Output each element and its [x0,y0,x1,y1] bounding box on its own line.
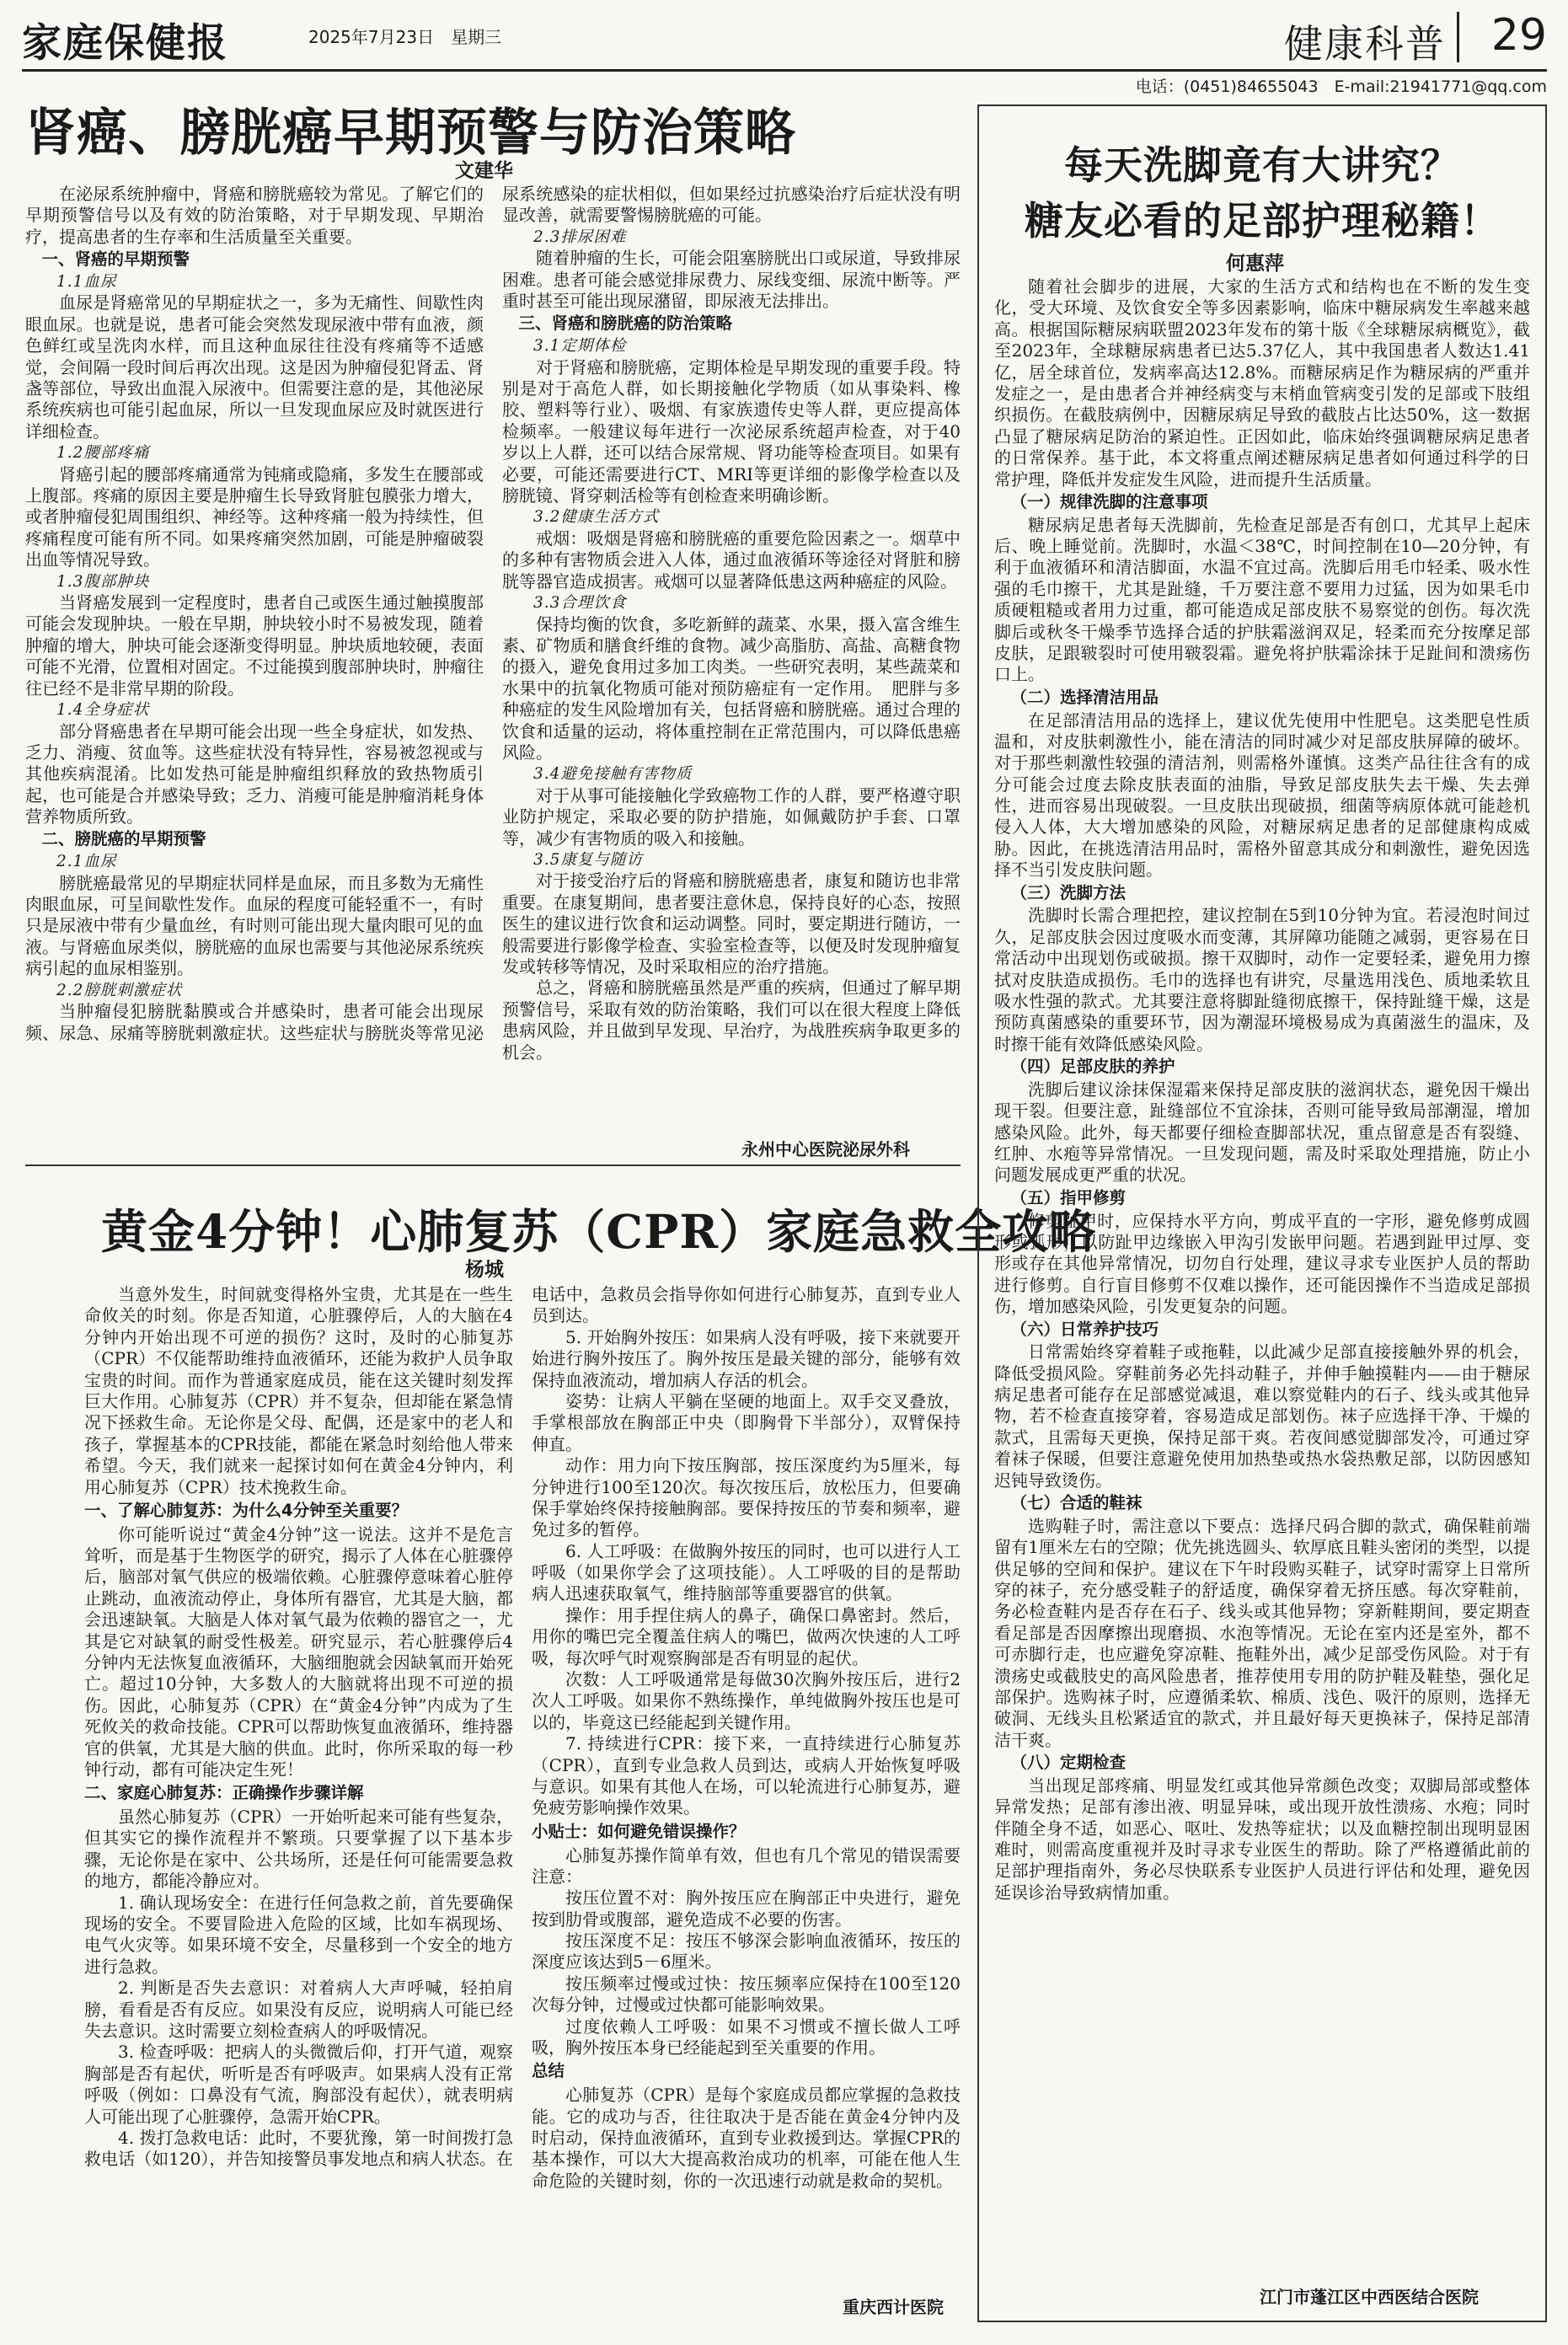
section-heading: （一）规律洗脚的注意事项 [1010,491,1208,511]
paragraph: 随着肿瘤的生长，可能会阻塞膀胱出口或尿道，导致排尿困难。患者可能会感觉排尿费力、尿线变细、尿流中断等。严重时甚至可能出现尿潴留，即尿液无法排出。 [502,248,961,312]
section-heading: 三、肾癌和膀胱癌的防治策略 [518,313,733,334]
paragraph: 你可能听说过“黄金4分钟”这一说法。这并不是危言耸听，而是基于生物医学的研究，揭示了人体在心脏骤停后，脑部对氧气供应的极端依赖。心脏骤停意味着心脏停止跳动，血液流动停止，身体所有器官，尤其是大脑，都会迅速缺氧。大脑是人体对氧气最为依赖的器官之一，尤其是它对缺氧的耐受性极差。研究显示，若心脏骤停后4分钟内无法恢复血液循环，大脑细胞就会因缺氧而开始死亡。超过10分钟，大多数人的大脑就将出现不可逆的损伤。因此，心肺复苏（CPR）在“黄金4分钟”内成为了生死攸关的救命技能。CPR可以帮助恢复血液循环，维持器官的供氧，尤其是大脑的供血。此时，你所采取的每一秒钟行动，都有可能决定生死！ [84,1523,513,1780]
article3-body [994,276,1530,2257]
article1-institution: 永州中心医院泌尿外科 [741,1139,910,1159]
section-heading: （五）指甲修剪 [1010,1187,1126,1207]
paragraph: 动作：用力向下按压胸部，按压深度约为5厘米，每分钟进行100至120次。每次按压后，放松压力，但要确保手掌始终保持接触胸部。要保持按压的节奏和频率，避免过多的暂停。 [532,1455,961,1540]
article2-author: 杨城 [465,1259,504,1281]
article1-author: 文建华 [455,160,513,182]
subsection-heading: 1.2腰部疼痛 [56,444,150,463]
paragraph: 姿势：让病人平躺在坚硬的地面上。双手交叉叠放，手掌根部放在胸部正中央（即胸骨下半部分），双臂保持伸直。 [532,1390,961,1454]
paragraph: 5. 开始胸外按压：如果病人没有呼吸，接下来就要开始进行胸外按压了。胸外按压是最关键的部分，能够有效保持血液流动，增加病人存活的机会。 [532,1326,961,1390]
paragraph: 血尿是肾癌常见的早期症状之一，多为无痛性、间歇性肉眼血尿。也就是说，患者可能会突然发现尿液中带有血液，颜色鲜红或呈洗肉水样，而且这种血尿往往没有疼痛等不适感觉，会间隔一段时间后再次出现。这是因为肿瘤侵犯肾盂、肾盏等部位，导致出血混入尿液中。但需要注意的是，其他泌尿系统疾病也可能引起血尿，所以一旦发现血尿应及时就医进行详细检查。 [25,292,484,442]
page-number: 29 [1490,10,1547,61]
section-heading: 一、了解心肺复苏：为什么4分钟至关重要？ [84,1500,409,1520]
subsection-heading: 3.4避免接触有害物质 [533,765,693,784]
subsection-heading: 3.3合理饮食 [533,594,627,613]
article1-body [25,184,961,1132]
section-heading: （三）洗脚方法 [1010,882,1126,902]
paragraph: 肾癌引起的腰部疼痛通常为钝痛或隐痛，多发生在腰部或上腹部。疼痛的原因主要是肿瘤生长导致肾脏包膜张力增大，或者肿瘤侵犯周围组织、神经等。这种疼痛一般为持续性，但疼痛程度可能有所不同。如果疼痛突然加剧，可能是肿瘤破裂出血等情况导致。 [25,463,484,570]
subsection-heading: 1.3腹部肿块 [56,572,150,591]
paragraph: 当肿瘤侵犯膀胱黏膜或合并感染时，患者可能会出现尿频、尿急、尿痛等膀胱刺激症状。这些症状与膀胱炎等常见泌尿系统感染的症状相似，但如果经过抗感染治疗后症状没有明显改善，就需要警惕膀胱癌的可能。 [25,184,961,1043]
article2-body [84,1284,961,2283]
paragraph: 6. 人工呼吸：在做胸外按压的同时，也可以进行人工呼吸（如果你学会了这项技能）。人工呼吸的目的是帮助病人迅速获取氧气，维持脑部等重要器官的供氧。 [532,1540,961,1604]
section-heading: （六）日常养护技巧 [1010,1319,1159,1339]
paragraph: 在泌尿系统肿瘤中，肾癌和膀胱癌较为常见。了解它们的早期预警信号以及有效的防治策略，对于早期发现、早期治疗，提高患者的生存率和生活质量至关重要。 [25,184,484,247]
article2-title: 黄金4分钟！心肺复苏（CPR）家庭急救全攻略 [101,1204,1097,1259]
section-heading: 总结 [532,2061,565,2081]
paragraph: 4. 拨打急救电话：此时，不要犹豫，第一时间拨打急救电话（如120），并告知接警员事发地点和病人状态。在电话中，急救员会指导你如何进行心肺复苏，直到专业人员到达。 [84,1284,961,2170]
subsection-heading: 3.1定期体检 [533,337,627,356]
paragraph: 在足部清洁用品的选择上，建议优先使用中性肥皂。这类肥皂性质温和，对皮肤刺激性小，能在清洁的同时减少对足部皮肤屏障的破坏。对于那些刺激性较强的清洁剂，则需格外谨慎。这类产品往往含有的成分可能会过度去除皮肤表面的油脂，导致足部皮肤失去干燥、失去弹性，进而容易出现破裂。一旦皮肤出现破损，细菌等病原体就可能趁机侵入人体，大大增加感染的风险，对糖尿病足患者的足部健康构成威胁。因此，在挑选清洁用品时，需格外留意其成分和刺激性，避免因选择不当引发皮肤问题。 [994,709,1530,881]
paragraph: 按压位置不对：胸外按压应在胸部正中央进行，避免按到肋骨或腹部，避免造成不必要的伤害。 [532,1887,961,1930]
paragraph: 当肾癌发展到一定程度时，患者自己或医生通过触摸腹部可能会发现肿块。一般在早期，肿块较小时不易被发现，随着肿瘤的增大，肿块可能会逐渐变得明显。肿块质地较硬，表面可能不光滑，位置相对固定。不过能摸到腹部肿块时，肿瘤往往已经不是非常早期的阶段。 [25,592,484,699]
article3-author: 何惠萍 [1226,253,1284,275]
paragraph: 对于从事可能接触化学致癌物工作的人群，要严格遵守职业防护规定，采取必要的防护措施，如佩戴防护手套、口罩等，减少有害物质的吸入和接触。 [502,784,961,849]
section-heading: （二）选择清洁用品 [1010,687,1159,707]
paragraph: 1. 确认现场安全：在进行任何急救之前，首先要确保现场的安全。不要冒险进入危险的区域，比如车祸现场、电气火灾等。如果环境不安全，尽量移到一个安全的地方进行急救。 [84,1892,513,1977]
section-heading: （八）定期检查 [1010,1753,1126,1773]
section-heading: 一、肾癌的早期预警 [41,249,190,270]
paragraph: 当意外发生，时间就变得格外宝贵，尤其是在一些生命攸关的时刻。你是否知道，心脏骤停后，人的大脑在4分钟内开始出现不可逆的损伤？这时，及时的心肺复苏（CPR）不仅能帮助维持血液循环，还能为救护人员争取宝贵的时间。而作为普通家庭成员，能在这关键时刻发挥巨大作用。心肺复苏（CPR）并不复杂，但却能在紧急情况下拯救生命。无论你是父母、配偶，还是家中的老人和孩子，掌握基本的CPR技能，都能在紧急时刻给他人带来希望。今天，我们就来一起探讨如何在黄金4分钟内，利用心肺复苏（CPR）技术挽救生命。 [84,1284,513,1497]
article-separator [25,1164,961,1166]
newspaper-name: 家庭保健报 [22,20,228,67]
contact-info: 电话：(0451)84655043 E-mail:21941771@qq.com [1135,78,1547,96]
paragraph: 心肺复苏（CPR）是每个家庭成员都应掌握的急救技能。它的成功与否，往往取决于是否能在黄金4分钟内及时启动，保持血液循环，直到专业救援到达。掌握CPR的基本操作，可以大大提高救治成功的机率，可能在他人生命危险的关键时刻，你的一次迅速行动就是救命的契机。 [532,2085,961,2191]
paragraph: 2. 判断是否失去意识：对着病人大声呼喊，轻拍肩膀，看看是否有反应。如果没有反应，说明病人可能已经失去意识。这时需要立刻检查病人的呼吸情况。 [84,1978,513,2041]
section-heading: 二、膀胱癌的早期预警 [41,829,206,849]
subsection-heading: 2.3排尿困难 [533,228,627,246]
paragraph: 洗脚后建议涂抹保湿霜来保持足部皮肤的滋润状态，避免因干燥出现干裂。但要注意，趾缝部位不宜涂抹，否则可能导致局部潮湿，增加感染风险。此外，每天都要仔细检查脚部状况，重点留意是否有裂缝、红肿、水疱等异常情况。一旦发现问题，需及时采取处理措施，防止小问题发展成更严重的状况。 [994,1079,1530,1186]
paragraph: 部分肾癌患者在早期可能会出现一些全身症状，如发热、乏力、消瘦、贫血等。这些症状没有特异性，容易被忽视或与其他疾病混淆。比如发热可能是肿瘤组织释放的致热物质引起，也可能是合并感染导致；乏力、消瘦可能是肿瘤消耗身体营养物质所致。 [25,720,484,827]
paragraph: 3. 检查呼吸：把病人的头微微后仰，打开气道，观察胸部是否有起伏，听听是否有呼吸声。如果病人没有正常呼吸（例如：口鼻没有气流，胸部没有起伏），就表明病人可能出现了心脏骤停，急需开始CPR。 [84,2042,513,2127]
paragraph: 日常需始终穿着鞋子或拖鞋，以此减少足部直接接触外界的机会，降低受损风险。穿鞋前务必先抖动鞋子，并伸手触摸鞋内——由于糖尿病足患者可能存在足部感觉减退，难以察觉鞋内的石子、线头或其他异物，若不检查直接穿着，容易造成足部划伤。袜子应选择干净、干燥的款式，且需每天更换，保持足部干爽。若夜间感觉脚部发冷，可通过穿着袜子保暖，但要注意避免使用加热垫或热水袋热敷足部，以防因感知迟钝导致烫伤。 [994,1341,1530,1491]
subsection-heading: 3.5康复与随访 [533,850,643,869]
paragraph: 对于接受治疗后的肾癌和膀胱癌患者，康复和随访也非常重要。在康复期间，患者要注意休息，保持良好的心态，按照医生的建议进行饮食和运动调整。同时，要定期进行随访，一般需要进行影像学检查、实验室检查等，以便及时发现肿瘤复发或转移等情况，及时采取相应的治疗措施。 [502,870,961,977]
article1-title: 肾癌、膀胱癌早期预警与防治策略 [25,104,796,163]
section-heading: 小贴士：如何避免错误操作？ [532,1821,746,1841]
header-rule [22,69,1547,72]
paragraph: 心肺复苏操作简单有效，但也有几个常见的错误需要注意： [532,1844,961,1887]
paragraph: 按压深度不足：按压不够深会影响血液循环，按压的深度应该达到5－6厘米。 [532,1930,961,1973]
section-heading: （七）合适的鞋袜 [1010,1493,1143,1513]
paragraph: 7. 持续进行CPR：接下来，一直持续进行心肺复苏（CPR），直到专业急救人员到达，或病人开始恢复呼吸与意识。如果有其他人在场，可以轮流进行心肺复苏，避免疲劳影响操作效果。 [532,1733,961,1818]
article3-title-line2: 糖友必看的足部护理秘籍！ [1025,198,1500,244]
subsection-heading: 2.2膀胱刺激症状 [56,981,183,999]
subsection-heading: 1.1血尿 [56,272,117,291]
paragraph: 随着社会脚步的进展，大家的生活方式和结构也在不断的发生变化，受大环境、及饮食安全等多因素影响，临床中糖尿病发生率越来越高。根据国际糖尿病联盟2023年发布的第十版《全球糖尿病概览》，截至2023年，全球糖尿病患者已达5.37亿人，其中我国患者人数达1.41亿，居全球首位，发病率高达12.8%。而糖尿病足作为糖尿病的严重并发症之一，是由患者合并神经病变与末梢血管病变引发的足部或下肢组织损伤。在截肢病例中，因糖尿病足导致的截肢占比达50%，这一数据凸显了糖尿病足防治的紧迫性。正因如此，临床始终强调糖尿病足患者的日常保养。基于此，本文将重点阐述糖尿病足患者如何通过科学的日常护理，降低并发症发生风险，进而提升生活质量。 [994,276,1530,490]
paragraph: 总之，肾癌和膀胱癌虽然是严重的疾病，但通过了解早期预警信号，采取有效的防治策略，我们可以在很大程度上降低患病风险，并且做到早发现、早治疗，为战胜疾病争取更多的机会。 [502,977,961,1063]
section-title: 健康科普 [1284,21,1446,67]
article2-institution: 重庆西计医院 [843,2297,944,2317]
paragraph: 保持均衡的饮食，多吃新鲜的蔬菜、水果，摄入富含维生素、矿物质和膳食纤维的食物。减少高脂肪、高盐、高糖食物的摄入，避免食用过多加工肉类。一些研究表明，某些蔬菜和水果中的抗氧化物质可能对预防癌症有一定作用。 肥胖与多种癌症的发生风险增加有关，包括肾癌和膀胱癌。通过合理的饮食和适量的运动，将体重控制在正常范围内，可以降低患癌风险。 [502,613,961,763]
paragraph: 操作：用手捏住病人的鼻子，确保口鼻密封。然后，用你的嘴巴完全覆盖住病人的嘴巴，做两次快速的人工呼吸，每次呼气时观察胸部是否有明显的起伏。 [532,1604,961,1668]
paragraph: 糖尿病足患者每天洗脚前，先检查足部是否有创口，尤其早上起床后、晚上睡觉前。洗脚时，水温＜38℃，时间控制在10—20分钟，有利于血液循环和清洁脚面，水温不宜过高。洗脚后用毛巾轻柔、吸水性强的毛巾擦干，尤其是趾缝，千万要注意不要用力过猛，因为如果毛巾质硬粗糙或者用力过重，都可能造成足部皮肤不易察觉的创伤。每次洗脚后或秋冬干燥季节选择合适的护肤霜滋润双足，轻柔而充分按摩足部皮肤，足跟皲裂时可使用皲裂霜。避免将护肤霜涂抹于足趾间和溃疡伤口上。 [994,514,1530,685]
paragraph: 修剪趾甲时，应保持水平方向，剪成平直的一字形，避免修剪成圆形或弧形，以防趾甲边缘嵌入甲沟引发嵌甲问题。若遇到趾甲过厚、变形或存在其他异常情况，切勿自行处理，建议寻求专业医护人员的帮助进行修剪。自行盲目修剪不仅难以操作，还可能因操作不当造成足部损伤，增加感染风险，引发更复杂的问题。 [994,1210,1530,1317]
subsection-heading: 3.2健康生活方式 [533,508,660,527]
paragraph: 过度依赖人工呼吸：如果不习惯或不擅长做人工呼吸，胸外按压本身已经能起到至关重要的作用。 [532,2016,961,2059]
paragraph: 选购鞋子时，需注意以下要点：选择尺码合脚的款式，确保鞋前端留有1厘米左右的空隙；优先挑选圆头、软厚底且鞋头密闭的类型，以提供足够的空间和保护。建议在下午时段购买鞋子，试穿时需穿上日常所穿的袜子，充分感受鞋子的舒适度，确保穿着无挤压感。每次穿鞋前，务必检查鞋内是否存在石子、线头或其他异物；穿新鞋期间，要定期查看足部是否因摩擦出现磨损、水泡等情况。无论在室内还是室外，都不可赤脚行走，也应避免穿凉鞋、拖鞋外出，减少足部受伤风险。对于有溃疡史或截肢史的高风险患者，推荐使用专用的防护鞋及鞋垫，强化足部保护。选购袜子时，应遵循柔软、棉质、浅色、吸汗的原则，选择无破洞、无线头且松紧适宜的款式，并且最好每天更换袜子，保持足部清洁干爽。 [994,1515,1530,1750]
paragraph: 虽然心肺复苏（CPR）一开始听起来可能有些复杂，但其实它的操作流程并不繁琐。只要掌握了以下基本步骤，无论你是在家中、公共场所，还是任何可能需要急救的地方，都能冷静应对。 [84,1807,513,1892]
section-heading: （四）足部皮肤的养护 [1010,1057,1175,1077]
masthead [22,10,1547,67]
masthead-divider [1457,12,1459,62]
paragraph: 次数：人工呼吸通常是每做30次胸外按压后，进行2次人工呼吸。如果你不熟练操作，单纯做胸外按压也是可以的，毕竟这已经能起到关键作用。 [532,1669,961,1732]
issue-date: 2025年7月23日 星期三 [308,27,502,47]
section-heading: 二、家庭心肺复苏：正确操作步骤详解 [84,1783,364,1803]
paragraph: 戒烟：吸烟是肾癌和膀胱癌的重要危险因素之一。烟草中的多种有害物质会进入人体，通过血液循环等途径对肾脏和膀胱等器官造成损害。戒烟可以显著降低患这两种癌症的风险。 [502,527,961,592]
subsection-heading: 2.1血尿 [56,853,117,871]
article3-title-line1: 每天洗脚竟有大讲究？ [1064,142,1460,188]
paragraph: 当出现足部疼痛、明显发红或其他异常颜色改变；双脚局部或整体异常发热；足部有渗出液、明显异味，或出现开放性溃疡、水疱；同时伴随全身不适，如恶心、呕吐、发热等症状；以及血糖控制出现明显困难时，则需高度重视并及时寻求专业医生的帮助。除了严格遵循此前的足部护理指南外，务必尽快联系专业医护人员进行评估和处理，避免因延误诊治导致病情加重。 [994,1775,1530,1903]
article3-institution: 江门市蓬江区中西医结合医院 [1260,2287,1479,2307]
paragraph: 按压频率过慢或过快：按压频率应保持在100至120次每分钟，过慢或过快都可能影响效果。 [532,1973,961,2016]
subsection-heading: 1.4全身症状 [56,701,150,720]
paragraph: 膀胱癌最常见的早期症状同样是血尿，而且多数为无痛性肉眼血尿，可呈间歇性发作。血尿的程度可能轻重不一，有时只是尿液中带有少量血丝，有时则可能出现大量肉眼可见的血液。与肾癌血尿类似，膀胱癌的血尿也需要与其他泌尿系统疾病引起的血尿相鉴别。 [25,872,484,979]
paragraph: 洗脚时长需合理把控，建议控制在5到10分钟为宜。若浸泡时间过久，足部皮肤会因过度吸水而变薄，其屏障功能随之减弱，更容易在日常活动中出现划伤或破损。擦干双脚时，动作一定要轻柔，避免用力擦拭对皮肤造成损伤。毛巾的选择也有讲究，尽量选用浅色、质地柔软且吸水性强的款式。尤其要注意将脚趾缝彻底擦干，保持趾缝干燥，这是预防真菌感染的重要环节，因为潮湿环境极易成为真菌滋生的温床，及时擦干能有效降低感染风险。 [994,905,1530,1054]
paragraph: 对于肾癌和膀胱癌，定期体检是早期发现的重要手段。特别是对于高危人群，如长期接触化学物质（如从事染料、橡胶、塑料等行业）、吸烟、有家族遗传史等人群，更应提高体检频率。一般建议每年进行一次泌尿系统超声检查，对于40岁以上人群，还可以结合尿常规、肾功能等检查项目。如果有必要，可能还需要进行CT、MRI等更详细的影像学检查以及膀胱镜、肾穿刺活检等有创检查来明确诊断。 [502,356,961,506]
